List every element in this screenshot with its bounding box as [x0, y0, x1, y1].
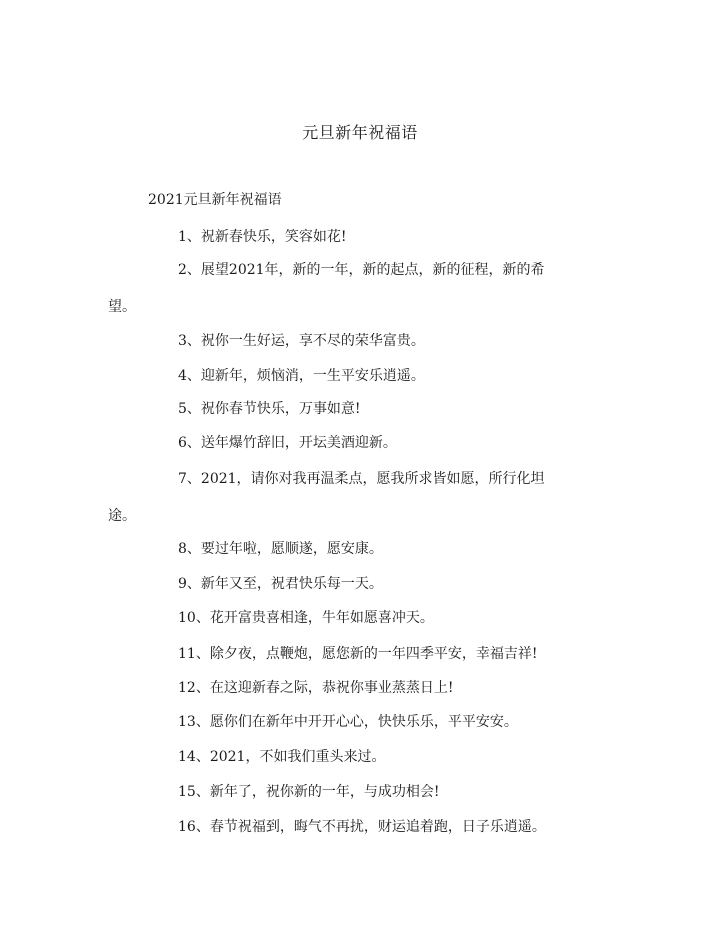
- section-heading: 2021元旦新年祝福语: [148, 192, 282, 208]
- list-item: [108, 573, 618, 595]
- list-item: [108, 226, 618, 248]
- list-item-text: 7、2021，请你对我再温柔点，愿我所求皆如愿，所行化坦: [178, 471, 545, 487]
- page-title: 元旦新年祝福语: [302, 123, 418, 142]
- list-item-text: 4、迎新年，烦恼消，一生平安乐逍遥。: [178, 368, 425, 384]
- list-item: [108, 330, 618, 352]
- list-item: [108, 398, 618, 420]
- list-item: [108, 365, 618, 387]
- list-item-text: 11、除夕夜，点鞭炮，愿您新的一年四季平安，幸福吉祥!: [178, 646, 538, 662]
- list-item-text: 15、新年了，祝你新的一年，与成功相会!: [178, 784, 440, 800]
- list-item-text: 9、新年又至，祝君快乐每一天。: [178, 576, 383, 592]
- list-item-continuation: 途。: [108, 508, 136, 524]
- list-item: [108, 816, 618, 838]
- list-item: [108, 468, 618, 527]
- list-item: [108, 781, 618, 803]
- list-item-text: 10、花开富贵喜相逢，牛年如愿喜冲天。: [178, 610, 434, 626]
- list-item: [108, 711, 618, 733]
- list-item-text: 8、要过年啦，愿顺遂，愿安康。: [178, 541, 383, 557]
- list-item: [108, 746, 618, 768]
- list-item: [108, 538, 618, 560]
- list-item-text: 1、祝新春快乐，笑容如花!: [178, 229, 347, 245]
- list-item: [108, 259, 618, 318]
- list-item: [108, 607, 618, 629]
- list-item-text: 2、展望2021年，新的一年，新的起点，新的征程，新的希: [178, 262, 545, 278]
- list-item-text: 12、在这迎新春之际，恭祝你事业蒸蒸日上!: [178, 680, 454, 696]
- list-item: [108, 432, 618, 454]
- list-item-continuation: 望。: [108, 299, 136, 315]
- list-item: [108, 677, 618, 699]
- list-item-text: 3、祝你一生好运，享不尽的荣华富贵。: [178, 333, 425, 349]
- list-item-text: 5、祝你春节快乐，万事如意!: [178, 401, 361, 417]
- list-item-text: 6、送年爆竹辞旧，开坛美酒迎新。: [178, 435, 397, 451]
- list-item: [108, 643, 618, 665]
- list-item-text: 13、愿你们在新年中开开心心，快快乐乐，平平安安。: [178, 714, 518, 730]
- list-item-text: 16、春节祝福到，晦气不再扰，财运追着跑，日子乐逍遥。: [178, 819, 546, 835]
- list-item-text: 14、2021，不如我们重头来过。: [178, 749, 386, 765]
